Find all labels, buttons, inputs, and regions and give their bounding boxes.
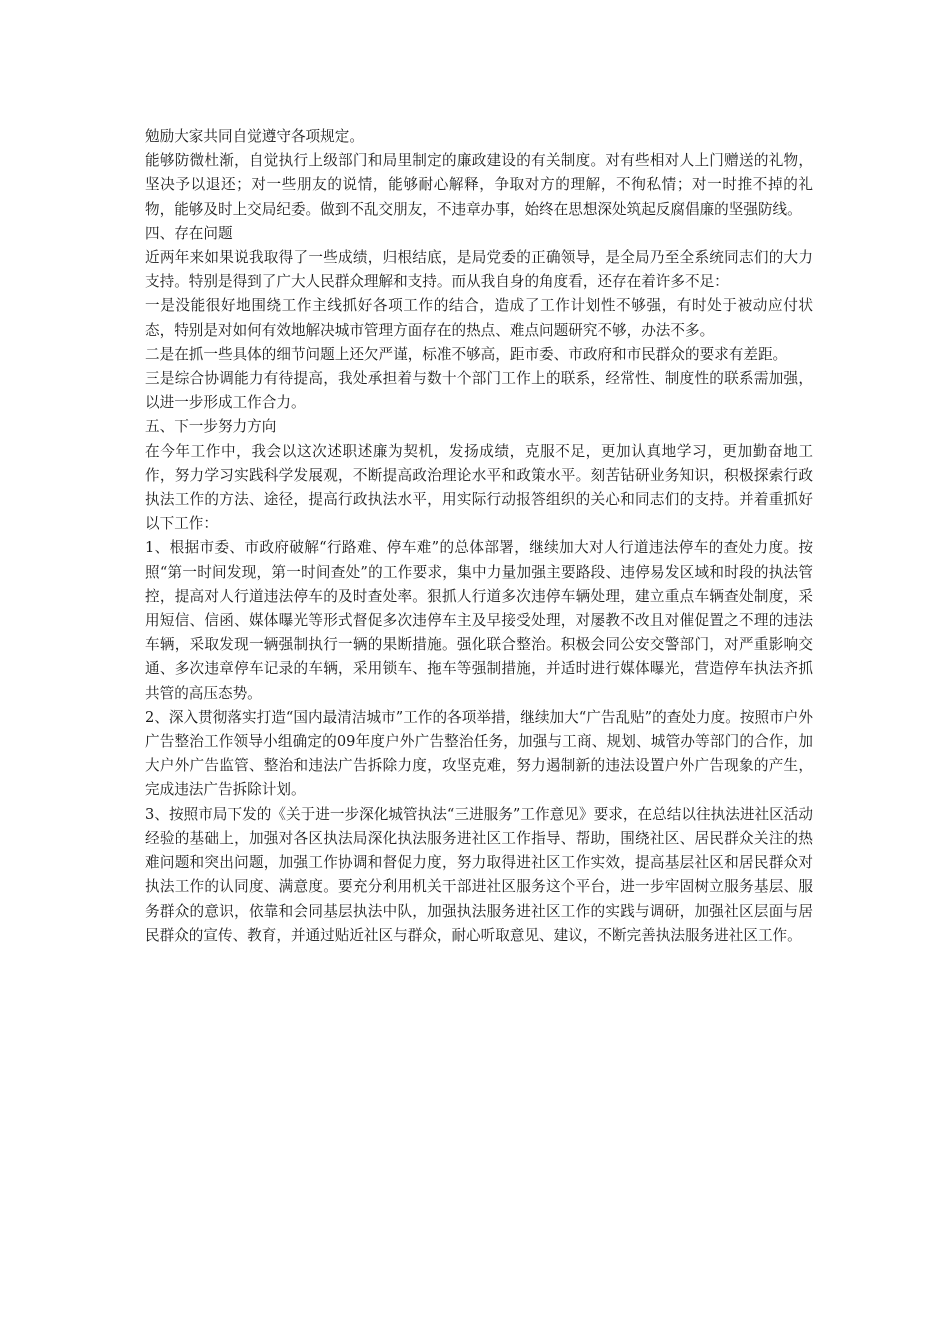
paragraph-problem-1: 一是没能很好地围绕工作主线抓好各项工作的结合，造成了工作计划性不够强，有时处于被动应付状态，特别是对如何有效地解决城市管理方面存在的热点、难点问题研究不够，办法不多。	[145, 297, 813, 339]
paragraph-intro-line: 勉励大家共同自觉遵守各项规定。	[145, 128, 364, 145]
paragraph-task-3: 3、按照市局下发的《关于进一步深化城管执法“三进服务”工作意见》要求，在总结以往执法进社区活动经验的基础上，加强对各区执法局深化执法服务进社区工作指导、帮助，围绕社区、居民群众关注的热难问题和突出问题，加强工作协调和督促力度，努力取得进社区工作实效，提高基层社区和居民群众对执法工作的认同度、满意度。要充分利用机关干部进社区服务这个平台，进一步牢固树立服务基层、服务群众的意识，依靠和会同基层执法中队，加强执法服务进社区工作的实践与调研，加强社区层面与居民群众的宣传、教育，并通过贴近社区与群众，耐心听取意见、建议，不断完善执法服务进社区工作。	[145, 805, 813, 944]
section-heading-problems: 四、存在问题	[145, 224, 233, 242]
paragraph-task-2: 2、深入贯彻落实打造“国内最清洁城市”工作的各项举措，继续加大“广告乱贴”的查处力度。按照市户外广告整治工作领导小组确定的09年度户外广告整治任务，加强与工商、规划、城管办等部门的合作，加大户外广告监管、整治和违法广告拆除力度，攻坚克难，努力遏制新的违法设置户外广告现象的产生，完成违法广告拆除计划。	[145, 708, 813, 799]
paragraph-problem-2: 二是在抓一些具体的细节问题上还欠严谨，标准不够高，距市委、市政府和市民群众的要求有差距。	[145, 345, 788, 363]
paragraph-next-steps-intro: 在今年工作中，我会以这次述职述廉为契机，发扬成绩，克服不足，更加认真地学习，更加勤奋地工作，努力学习实践科学发展观，不断提高政治理论水平和政策水平。刻苦钻研业务知识，积极探索行政执法工作的方法、途径，提高行政执法水平，用实际行动报答组织的关心和同志们的支持。并着重抓好以下工作：	[145, 442, 813, 533]
paragraph-task-1: 1、根据市委、市政府破解“行路难、停车难”的总体部署，继续加大对人行道违法停车的查处力度。按照“第一时间发现，第一时间查处”的工作要求，集中力量加强主要路段、违停易发区域和时段的执法管控，提高对人行道违法停车的及时查处率。狠抓人行道多次违停车辆处理，建立重点车辆查处制度，采用短信、信函、媒体曝光等形式督促多次违停车主及早接受处理，对屡教不改且对催促置之不理的违法车辆，采取发现一辆强制执行一辆的果断措施。强化联合整治。积极会同公安交警部门，对严重影响交通、多次违章停车记录的车辆，采用锁车、拖车等强制措施，并适时进行媒体曝光，营造停车执法齐抓共管的高压态势。	[145, 539, 813, 702]
document-body	[145, 125, 813, 948]
section-heading-next-steps: 五、下一步努力方向	[145, 418, 277, 436]
paragraph-problem-3: 三是综合协调能力有待提高，我处承担着与数十个部门工作上的联系，经常性、制度性的联系需加强，以进一步形成工作合力。	[145, 370, 813, 412]
paragraph-problems-intro: 近两年来如果说我取得了一些成绩，归根结底，是局党委的正确领导，是全局乃至全系统同志们的大力支持。特别是得到了广大人民群众理解和支持。而从我自身的角度看，还存在着许多不足：	[145, 249, 813, 291]
paragraph-integrity: 能够防微杜渐，自觉执行上级部门和局里制定的廉政建设的有关制度。对有些相对人上门赠送的礼物，坚决予以退还；对一些朋友的说情，能够耐心解释，争取对方的理解，不徇私情；对一时推不掉的礼物，能够及时上交局纪委。做到不乱交朋友，不违章办事，始终在思想深处筑起反腐倡廉的坚强防线。	[145, 152, 813, 218]
